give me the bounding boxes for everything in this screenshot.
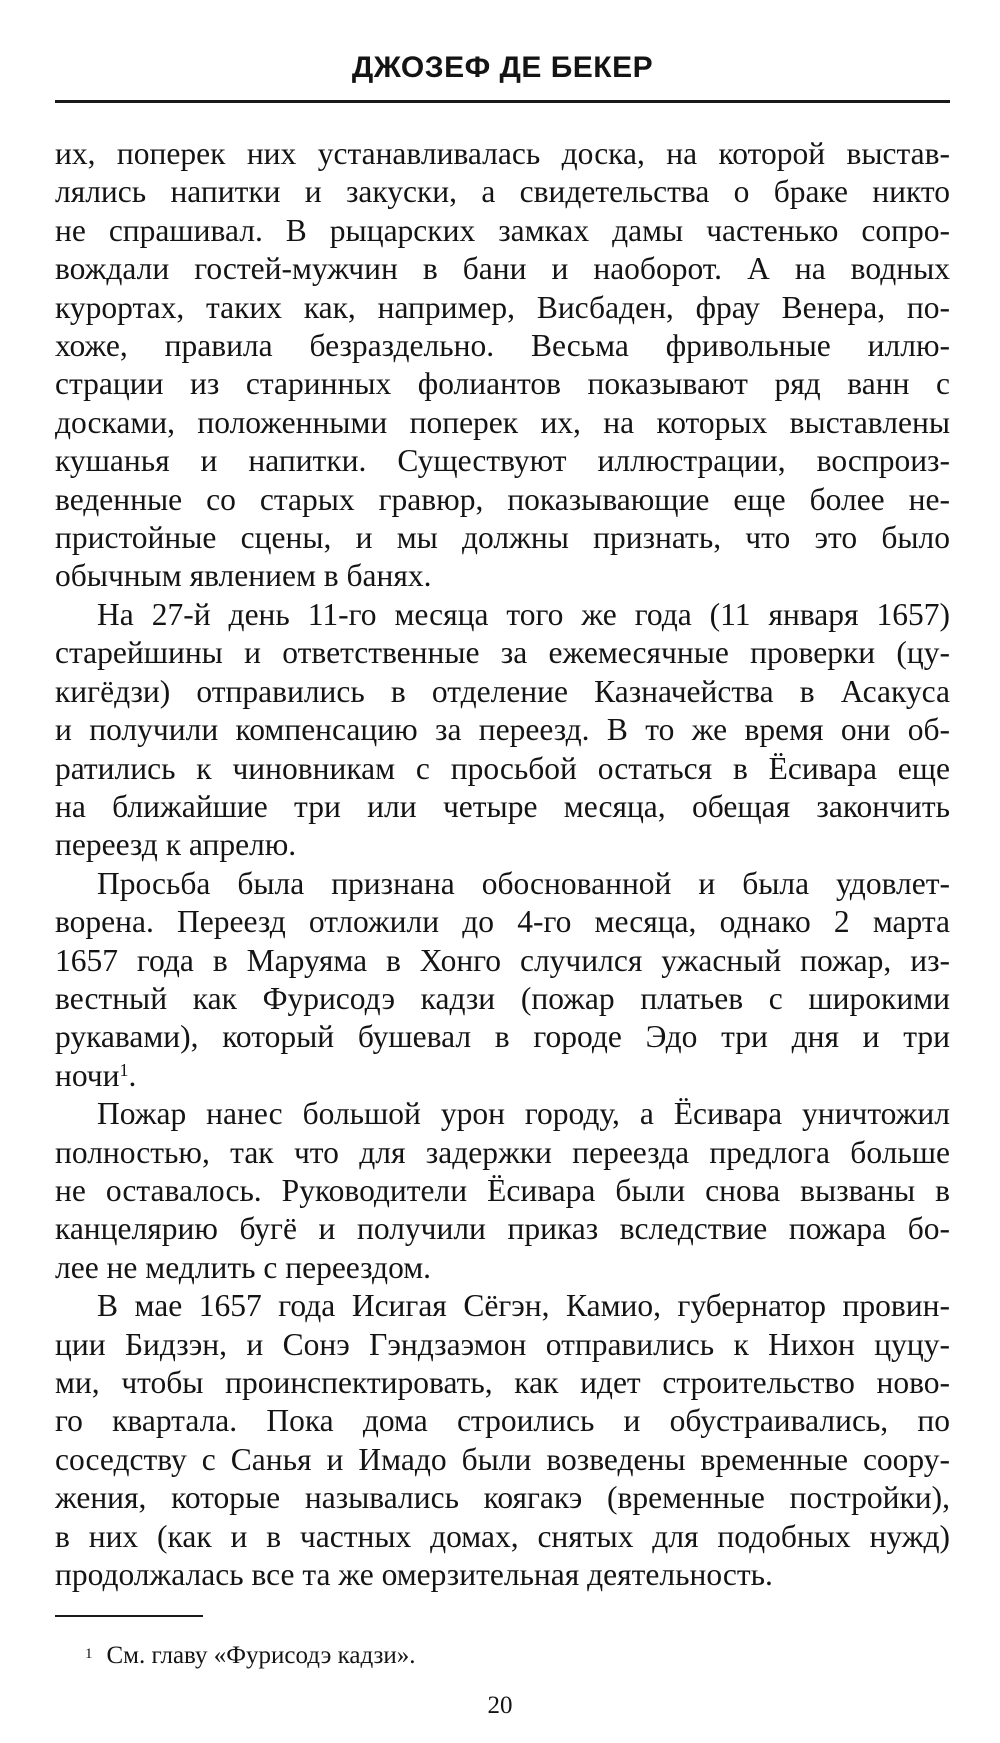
text-line: курортах, таких как, например, Висбаден, фрау Венера, по- (55, 289, 950, 325)
text-line: лялись напитки и закуски, а свидетельства о браке никто (55, 174, 950, 210)
paragraph-5 (55, 1287, 950, 1594)
text-line: ратились к чиновникам с просьбой остаться в Ёсивара еще (55, 750, 950, 786)
text-line: страции из старинных фолиантов показывают ряд ванн с (55, 366, 950, 402)
text-line: кигёдзи) отправились в отделение Казначейства в Асакуса (55, 673, 950, 709)
text-line: продолжалась все та же омерзительная деятельность. (55, 1557, 773, 1593)
text-line: Пожар нанес большой урон городу, а Ёсивара уничтожил (97, 1096, 950, 1132)
text-line: хоже, правила безраздельно. Весьма фривольные иллю- (55, 328, 950, 364)
text-line: Просьба была признана обоснованной и была удовлет- (97, 865, 950, 901)
text-line: го квартала. Пока дома строились и обустраивались, по (55, 1403, 950, 1439)
paragraph-2 (55, 596, 950, 865)
text-line: веденные со старых гравюр, показывающие еще более не- (55, 481, 950, 517)
body-text (55, 135, 950, 1594)
text-line: переезд к апрелю. (55, 827, 297, 863)
paragraph-3 (55, 865, 950, 1095)
footnote-number: 1 (85, 1646, 93, 1662)
text-line: рукавами), который бушевал в городе Эдо три дня и три (55, 1019, 950, 1055)
text-line: и получили компенсацию за переезд. В то же время они об- (55, 712, 950, 748)
text-line: их, поперек них устанавливалась доска, на которой выстав- (55, 136, 950, 171)
text-line: старейшины и ответственные за ежемесячные проверки (цу- (55, 635, 950, 671)
text-line: На 27-й день 11-го месяца того же года (11 января 1657) (97, 596, 950, 632)
text-line: соседству с Санья и Имадо были возведены временные соору- (55, 1441, 950, 1477)
text-line: ми, чтобы проинспектировать, как идет строительство ново- (55, 1365, 950, 1400)
text-line: жения, которые назывались коягакэ (временные постройки), (55, 1480, 950, 1516)
text-line: В мае 1657 года Исигая Сёгэн, Камио, губернатор провин- (97, 1288, 950, 1324)
text-line: досками, положенными поперек их, на которых выставлены (55, 404, 950, 440)
text-line: в них (как и в частных домах, снятых для подобных нужд) (55, 1518, 950, 1554)
paragraph-1 (55, 135, 950, 596)
text-line: 1657 года в Маруяма в Хонго случился ужасный пожар, из- (55, 942, 950, 978)
text-line: ворена. Переезд отложили до 4-го месяца, однако 2 марта (55, 904, 950, 940)
text-line: лее не медлить с переездом. (55, 1249, 432, 1285)
text-line: не спрашивал. В рыцарских замках дамы частенько сопро- (55, 212, 950, 248)
text-line: вождали гостей-мужчин в бани и наоборот. А на водных (55, 251, 950, 287)
text-line: кушанья и напитки. Существуют иллюстрации, воспроиз- (55, 443, 950, 479)
running-head: ДЖОЗЕФ ДЕ БЕКЕР (351, 51, 654, 84)
text-line: ции Бидзэн, и Сонэ Гэндзаэмон отправились к Нихон цуцу- (55, 1326, 950, 1362)
text-line: канцелярию бугё и получили приказ вследствие пожара бо- (55, 1211, 950, 1247)
text-line: ночи$^1$. (55, 1057, 137, 1093)
footnote-reference: 1 (119, 1059, 129, 1080)
text-line: на ближайшие три или четыре месяца, обещая закончить (55, 788, 950, 824)
text-line: обычным явлением в банях. (55, 558, 432, 594)
text-line: вестный как Фурисодэ кадзи (пожар платьев с широкими (55, 980, 950, 1016)
footnote-text: См. главу «Фурисодэ кадзи». (106, 1642, 416, 1669)
page-number: 20 (487, 1692, 513, 1719)
paragraph-4 (55, 1095, 950, 1287)
header-rule (55, 100, 950, 103)
text-line-content: ночи (55, 1057, 120, 1093)
text-line: не оставалось. Руководители Ёсивара были снова вызваны в (55, 1172, 950, 1208)
footnote-rule (55, 1615, 203, 1617)
text-line: пристойные сцены, и мы должны признать, что это было (55, 520, 950, 556)
text-line: полностью, так что для задержки переезда предлога больше (55, 1134, 950, 1170)
footnote (85, 1640, 415, 1672)
